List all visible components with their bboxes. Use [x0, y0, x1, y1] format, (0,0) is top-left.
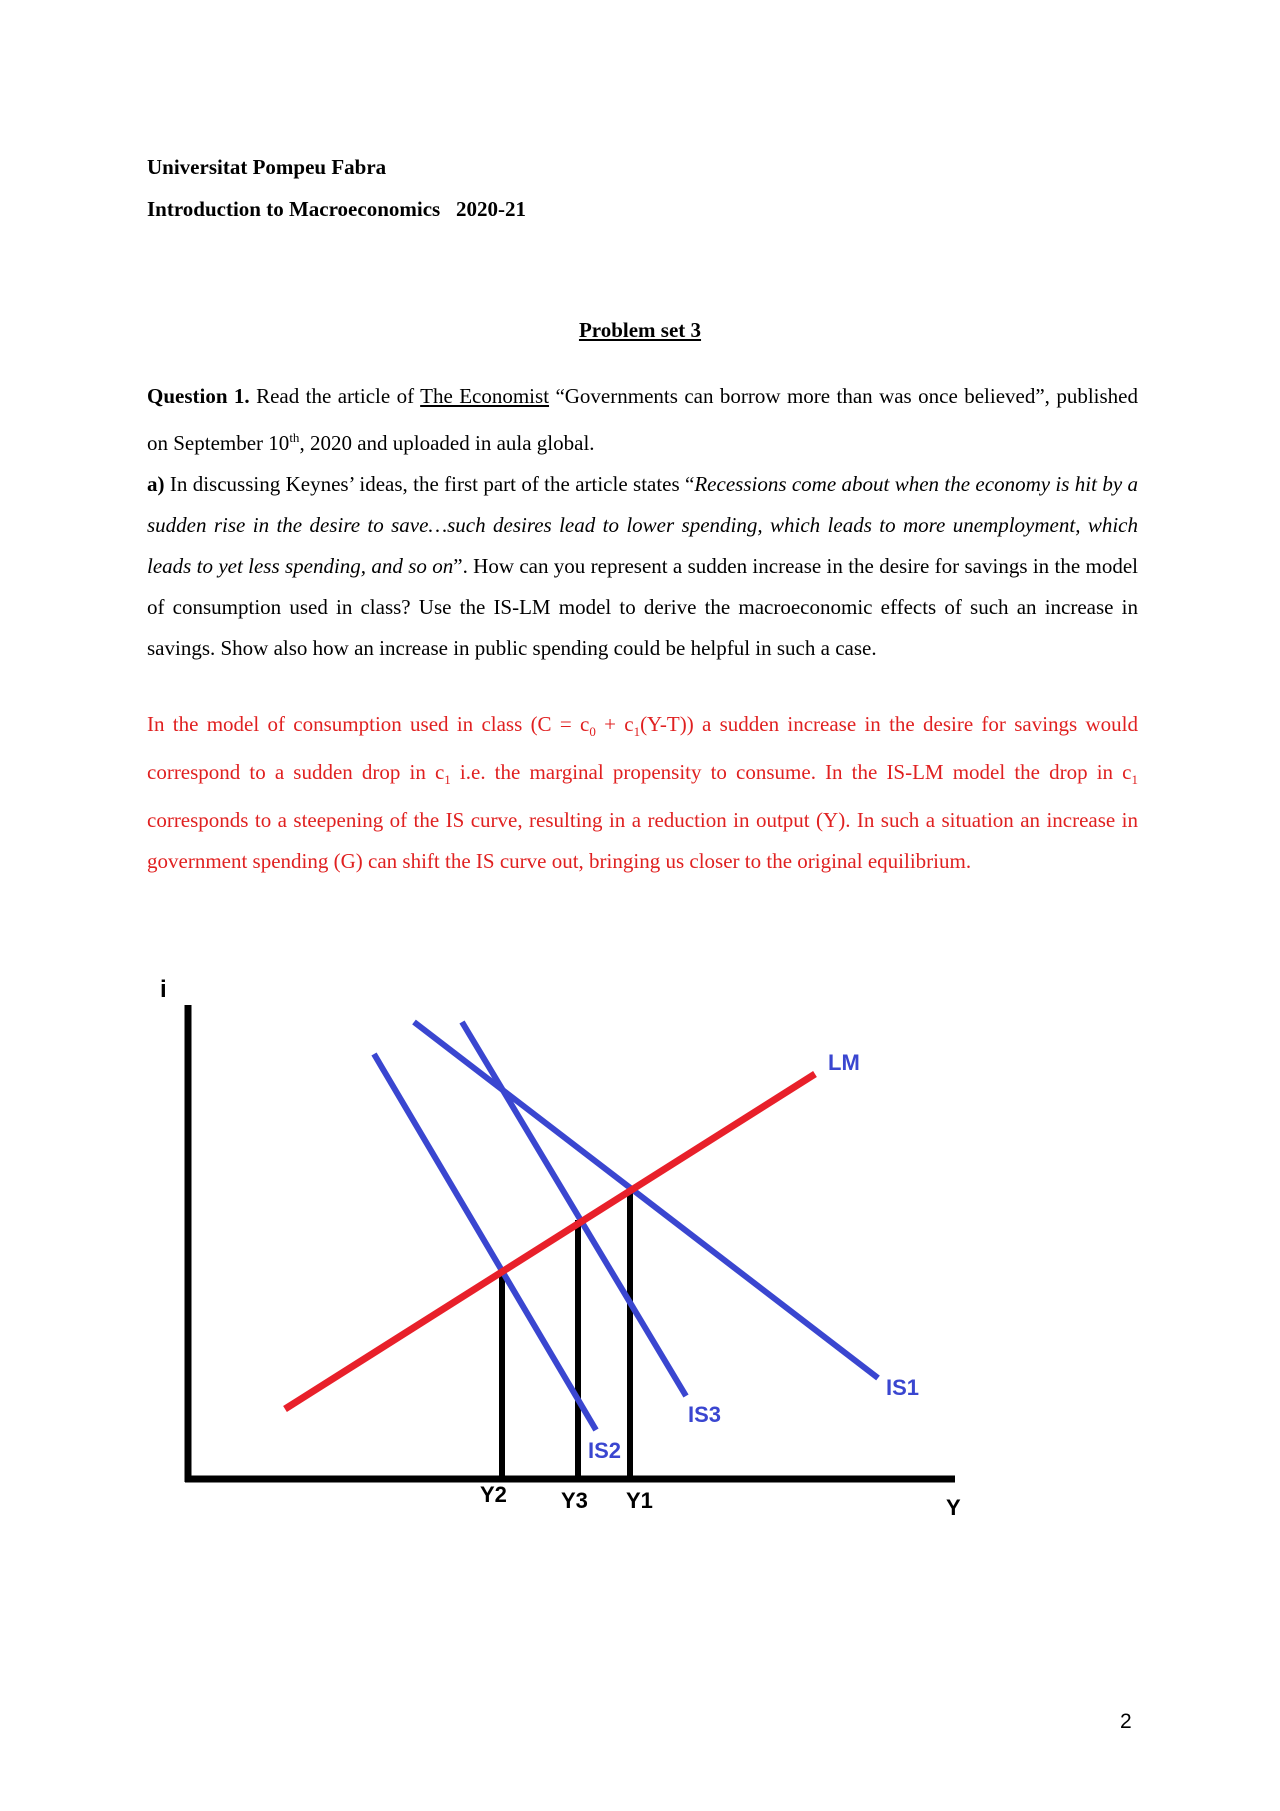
source-name: The Economist	[420, 384, 550, 408]
course-name: Introduction to Macroeconomics	[147, 197, 441, 221]
article-quote: Recessions come about when the economy is hit by a sudden rise in the desire to save…such desires lead to lower spending, which leads to more unemployment, which leads to yet less spending, and so on	[147, 472, 1138, 578]
y3-label: Y3	[561, 1488, 588, 1513]
is3-label: IS3	[688, 1402, 722, 1427]
is-lm-diagram	[0, 960, 1280, 1520]
question-label: Question 1.	[147, 384, 250, 408]
is2-label: IS2	[588, 1438, 622, 1463]
lm-label: LM	[828, 1050, 860, 1075]
y1-label: Y1	[626, 1488, 653, 1513]
university-name: Universitat Pompeu Fabra	[147, 155, 387, 179]
problem-set-title: Problem set 3	[578, 318, 702, 342]
answer-text: In the model of consumption used in class $(C = c_0 + c_1(Y-T))$ a sudden increase in the desire for savings would correspond to a sudden drop in $c_1$ i.e. the marginal propensity to consume. In the IS-LM model the drop in $c_1$ corresponds to a steepening of the IS curve, resulting in a reduction in output (Y). In such a situation an increase in government spending (G) can shift the IS curve out, bringing us closer to the original equilibrium.	[147, 712, 1138, 874]
y-axis-label: i	[160, 976, 167, 1003]
y2-label: Y2	[480, 1482, 507, 1507]
question-1: Question 1. Read the article of The Economist “Governments can borrow more than was once believed”, published on September 10th, 2020 and uploaded in aula global. a) In discussing Keynes’ ideas, the first part of the article states “Recessions come about when the economy is hit by a sudden rise in the desire to save…such desires lead to lower spending, which leads to more unemployment, which leads to yet less spending, and so on”. How can you represent a sudden increase in the desire for savings in the model of consumption used in class? Use the IS-LM model to derive the macroeconomic effects of such an increase in savings. Show also how an increase in public spending could be helpful in such a case.	[147, 384, 1138, 660]
x-axis-label: Y	[946, 1495, 961, 1520]
academic-year: 2020-21	[455, 197, 526, 221]
is3-curve	[462, 1022, 686, 1396]
course-line	[147, 197, 526, 222]
part-a-label: a)	[147, 472, 165, 496]
page-number: 2	[1120, 1710, 1132, 1733]
is2-curve	[374, 1054, 596, 1430]
is1-label: IS1	[886, 1375, 920, 1400]
